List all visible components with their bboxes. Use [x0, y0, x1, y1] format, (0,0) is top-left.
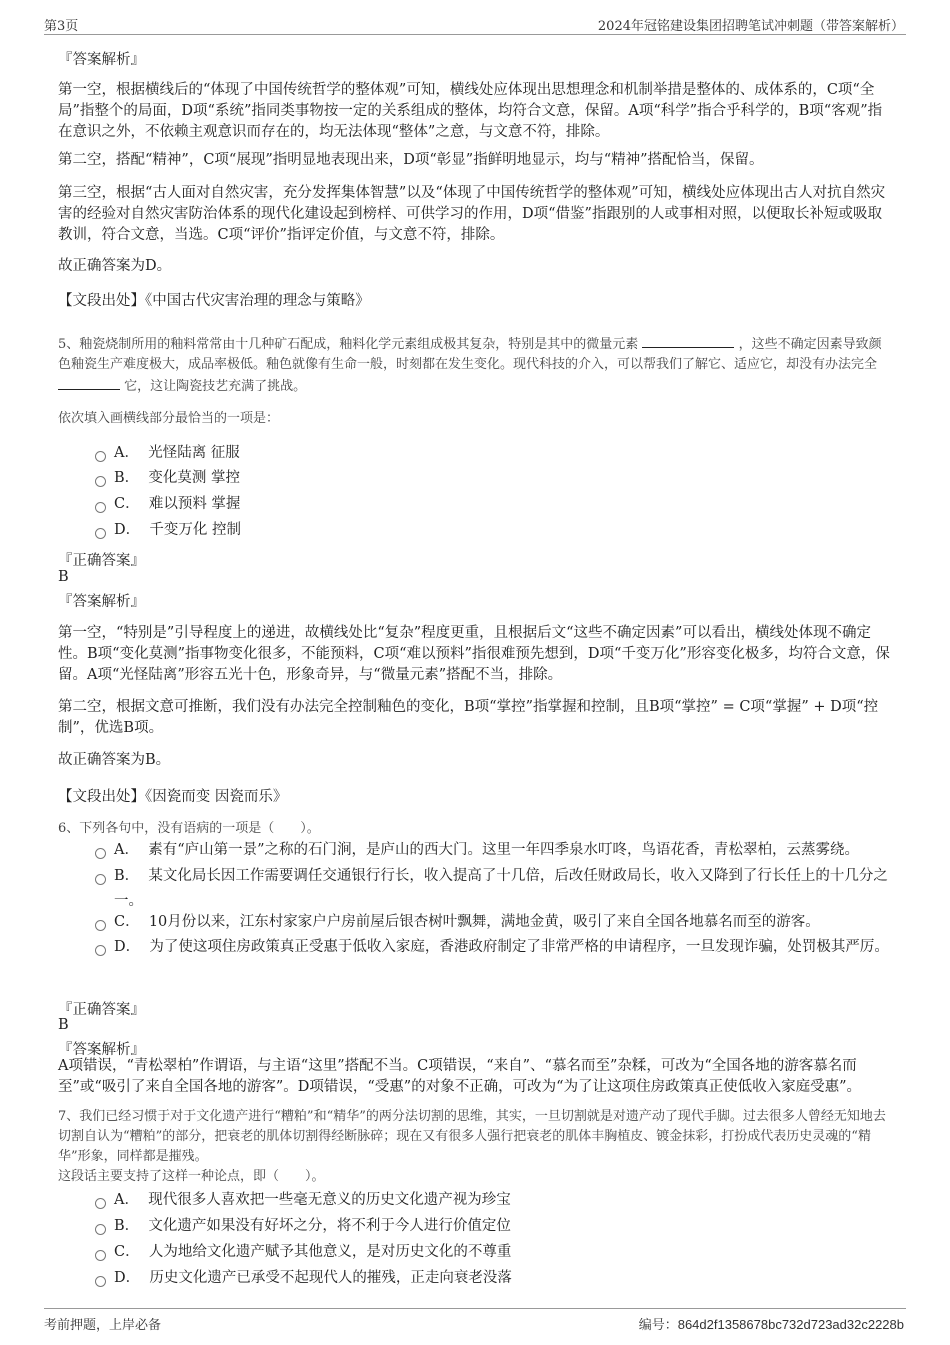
footer-slogan: 考前押题，上岸必备: [44, 1318, 162, 1333]
radio-icon[interactable]: [95, 1224, 106, 1235]
option-text: 文化遗产如果没有好坏之分，将不利于今人进行价值定位: [148, 1218, 511, 1234]
option-letter: C．: [114, 914, 140, 930]
option-letter: A．: [114, 842, 139, 858]
q5-option-b[interactable]: [95, 466, 895, 491]
q5-conclusion: 故正确答案为B。: [58, 752, 171, 768]
radio-icon[interactable]: [95, 528, 106, 539]
q7-option-a[interactable]: [95, 1188, 895, 1213]
q6-answer-label: 『正确答案』: [58, 1002, 145, 1018]
radio-icon[interactable]: [95, 1198, 106, 1209]
q5-option-a[interactable]: [95, 441, 895, 466]
q5-stem-part2: ，这些不确定因素导致颜色釉瓷生产难度极大，成品率极低。釉色就像有生命一般，时刻都在发生变化。现代科技的介入，可以帮我们了解它、适应它，却没有办法完全: [58, 337, 882, 372]
q7-question: 这段话主要支持了这样一种论点，即（ ）。: [58, 1169, 325, 1184]
option-letter: A．: [114, 1192, 139, 1208]
radio-icon[interactable]: [95, 1250, 106, 1261]
option-text: 人为地给文化遗产赋予其他意义，是对历史文化的不尊重: [148, 1244, 512, 1260]
q7-option-b[interactable]: [95, 1214, 895, 1239]
q5-analysis-label: 『答案解析』: [58, 594, 145, 610]
q4-source: 【文段出处】《中国古代灾害治理的理念与策略》: [58, 293, 370, 309]
q5-answer-label: 『正确答案』: [58, 553, 145, 569]
q4-analysis-label: 『答案解析』: [58, 52, 145, 68]
option-text: 变化莫测 掌控: [148, 470, 240, 486]
footer-code-value: 864d2f1358678bc732d723ad32c2228b: [677, 1317, 904, 1332]
q7-option-d[interactable]: [95, 1266, 895, 1291]
radio-icon[interactable]: [95, 920, 106, 931]
q5-stem-part3: 它，这让陶瓷技艺充满了挑战。: [124, 379, 307, 394]
option-text: 现代很多人喜欢把一些毫无意义的历史文化遗产视为珍宝: [148, 1192, 511, 1208]
q5-answer: B: [58, 569, 69, 585]
q6-answer: B: [58, 1017, 69, 1033]
q5-stem-part1: 5、釉瓷烧制所用的釉料常常由十几种矿石配成，釉料化学元素组成极其复杂，特别是其中的微量元素: [58, 337, 639, 352]
q5-blank-1: [642, 333, 734, 348]
document-title: 2024年冠铭建设集团招聘笔试冲刺题（带答案解析）: [597, 19, 904, 34]
radio-icon[interactable]: [95, 874, 106, 885]
option-letter: B．: [114, 868, 140, 884]
q6-option-b[interactable]: [95, 864, 895, 914]
footer-rule: [44, 1308, 906, 1309]
footer-code: [639, 1314, 904, 1333]
header-rule: [44, 34, 906, 35]
radio-icon[interactable]: [95, 476, 106, 487]
radio-icon[interactable]: [95, 1276, 106, 1287]
q6-analysis-label: 『答案解析』: [58, 1042, 145, 1058]
q5-analysis-para1: 第一空，“特别是”引导程度上的递进，故横线处比“复杂”程度更重，且根据后文“这些不确定因素”可以看出，横线处体现不确定性。B项“变化莫测”指事物变化很多，不能预料，C项“难以预料”指很难预先想到，D项“千变万化”形容变化极多，均符合文意，保留。A项“光怪陆离”形容五光十色，形象奇异，与“微量元素”搭配不当，排除。: [58, 625, 890, 683]
q6-option-d[interactable]: [95, 935, 895, 960]
option-letter: D．: [114, 939, 141, 955]
radio-icon[interactable]: [95, 502, 106, 513]
q4-analysis-para1: 第一空，根据横线后的“体现了中国传统哲学的整体观”可知，横线处应体现出思想理念和机制举措是整体的、成体系的，C项“全局”指整个的局面，D项“系统”指同类事物按一定的关系组成的整体，均符合文意，保留。A项“科学”指合乎科学的，B项“客观”指在意识之外，不依赖主观意识而存在的，均无法体现“整体”之意，与文意不符，排除。: [58, 82, 883, 140]
option-text: 为了使这项住房政策真正受惠于低收入家庭，香港政府制定了非常严格的申请程序，一旦发现诈骗，处罚极其严厉。: [149, 939, 889, 955]
page-number: 第3页: [44, 19, 79, 34]
option-text: 光怪陆离 征服: [148, 445, 240, 461]
q5-source: 【文段出处】《因瓷而变 因瓷而乐》: [58, 789, 288, 805]
option-text: 某文化局长因工作需要调任交通银行行长，收入提高了十几倍，后改任财政局长，收入又降到了行长任上的十几分之一。: [114, 868, 888, 909]
q5-question: 依次填入画横线部分最恰当的一项是：: [58, 411, 280, 426]
option-text: 千变万化 控制: [149, 522, 241, 538]
option-letter: C．: [114, 496, 140, 512]
q4-analysis-para2: 第二空，搭配“精神”，C项“展现”指明显地表现出来，D项“彰显”指鲜明地显示，均与“精神”搭配恰当，保留。: [58, 152, 764, 168]
q6-analysis: A项错误，“青松翠柏”作谓语，与主语“这里”搭配不当。C项错误，“来自”、“慕名而至”杂糅，可改为“全国各地的游客慕名而至”或“吸引了来自全国各地的游客”。D项错误，“受惠”的对象不正确，可改为“为了让这项住房政策真正使低收入家庭受惠”。: [58, 1058, 862, 1095]
q7-option-c[interactable]: [95, 1240, 895, 1265]
q5-option-d[interactable]: [95, 518, 895, 543]
option-letter: D．: [114, 522, 141, 538]
option-letter: C．: [114, 1244, 140, 1260]
radio-icon[interactable]: [95, 451, 106, 462]
option-text: 难以预料 掌握: [148, 496, 241, 512]
q5-analysis-para2: 第二空，根据文意可推断，我们没有办法完全控制釉色的变化，B项“掌控”指掌握和控制，且B项“掌控” = C项“掌握” + D项“控制”，优选B项。: [58, 699, 879, 736]
footer-code-label: 编号：: [638, 1318, 678, 1333]
q6-option-c[interactable]: [95, 910, 895, 935]
q6-option-a[interactable]: [95, 838, 895, 863]
q4-analysis-para3: 第三空，根据“古人面对自然灾害，充分发挥集体智慧”以及“体现了中国传统哲学的整体观”可知，横线处应体现出古人对抗自然灾害的经验对自然灾害防治体系的现代化建设起到榜样、可供学习的作用，D项“借鉴”指跟别的人或事相对照，以便取长补短或吸取教训，符合文意，当选。C项“评价”指评定价值，与文意不符，排除。: [58, 185, 886, 243]
q7-stem: 7、我们已经习惯于对于文化遗产进行“糟粕”和“精华”的两分法切割的思维，其实，一旦切割就是对遗产动了现代手脚。过去很多人曾经无知地去切割自认为“糟粕”的部分，把衰老的肌体切割得经断脉碎；现在又有很多人强行把衰老的肌体丰胸植皮、镀金抹彩，打扮成代表历史灵魂的“精华”形象，同样都是摧残。: [58, 1109, 886, 1164]
q4-conclusion: 故正确答案为D。: [58, 258, 172, 274]
radio-icon[interactable]: [95, 848, 106, 859]
option-letter: B．: [114, 1218, 140, 1234]
q6-stem: 6、下列各句中，没有语病的一项是（ ）。: [58, 821, 320, 836]
radio-icon[interactable]: [95, 945, 106, 956]
option-text: 素有“庐山第一景”之称的石门涧，是庐山的西大门。这里一年四季泉水叮咚，鸟语花香，青松翠柏，云蒸雾绕。: [148, 842, 860, 858]
option-letter: D．: [114, 1270, 141, 1286]
option-text: 历史文化遗产已承受不起现代人的摧残，正走向衰老没落: [149, 1270, 512, 1286]
option-letter: A．: [114, 445, 139, 461]
option-text: 10月份以来，江东村家家户户房前屋后银杏树叶飘舞，满地金黄，吸引了来自全国各地慕名而至的游客。: [148, 914, 820, 930]
option-letter: B．: [114, 470, 140, 486]
q5-blank-2: [58, 375, 120, 390]
q5-option-c[interactable]: [95, 492, 895, 517]
q5-stem: [58, 333, 894, 397]
